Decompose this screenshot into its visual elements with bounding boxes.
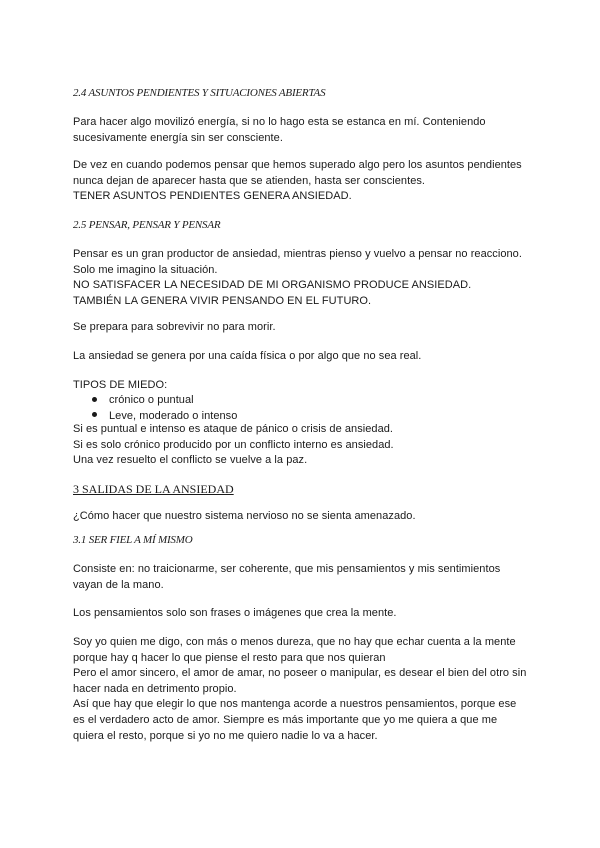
paragraph-8: Consiste en: no traicionarme, ser coherente, que mis pensamientos y mis sentimientos vayan de la mano.	[73, 563, 501, 591]
paragraph-4: Se prepara para sobrevivir no para morir.	[73, 321, 276, 333]
heading-3-1: 3.1 SER FIEL A MÍ MISMO	[73, 534, 193, 546]
paragraph-5: La ansiedad se genera por una caída física o por algo que no sea real.	[73, 350, 422, 362]
paragraph-6: Si es puntual e intenso es ataque de pánico o crisis de ansiedad. Si es solo crónico producido por un conflicto interno es ansiedad. Una vez resuelto el conflicto se vuelve a la paz.	[73, 423, 394, 467]
paragraph-10: Soy yo quien me digo, con más o menos dureza, que no hay que echar cuenta a la mente porque hay q hacer lo que piense el resto para que nos quieran Pero el amor sincero, el amor de amar, no poseer o manipular, es desear el bien del otro sin hacer nada en detrimento propio. Así que hay que elegir lo que nos mantenga acorde a nuestros pensamientos, porque ese es el verdadero acto de amor. Siempre es más importante que yo me quiera a que me quiera el resto, porque si yo no me quiero nadie lo va a hacer.	[73, 636, 527, 742]
bullet-icon	[92, 412, 97, 417]
paragraph-7: ¿Cómo hacer que nuestro sistema nervioso no se sienta amenazado.	[73, 510, 416, 522]
paragraph-2: De vez en cuando podemos pensar que hemos superado algo pero los asuntos pendientes nunca dejan de aparecer hasta que se atienden, hasta ser conscientes. TENER ASUNTOS PENDIENTES GENERA ANSIEDAD.	[73, 159, 522, 203]
heading-3: 3 SALIDAS DE LA ANSIEDAD	[73, 482, 234, 496]
heading-2-4: 2.4 ASUNTOS PENDIENTES Y SITUACIONES ABIERTAS	[73, 87, 326, 99]
paragraph-9: Los pensamientos solo son frases o imágenes que crea la mente.	[73, 607, 397, 619]
paragraph-3: Pensar es un gran productor de ansiedad, mientras pienso y vuelvo a pensar no reacciono. Solo me imagino la situación. NO SATISFACER LA NECESIDAD DE MI ORGANISMO PRODUCE ANSIEDAD. TAMBIÉN LA GENERA VIVIR PENSANDO EN EL FUTURO.	[73, 248, 522, 307]
heading-2-5: 2.5 PENSAR, PENSAR Y PENSAR	[73, 219, 221, 231]
list-item: crónico o puntual	[92, 393, 237, 409]
list-item: Leve, moderado o intenso	[92, 409, 237, 425]
paragraph-1: Para hacer algo movilizó energía, si no lo hago esta se estanca en mí. Conteniendo sucesivamente energía sin ser consciente.	[73, 116, 486, 144]
bullet-icon	[92, 397, 97, 402]
tipos-de-miedo-list	[92, 393, 237, 424]
tipos-de-miedo-title: TIPOS DE MIEDO:	[73, 379, 168, 391]
